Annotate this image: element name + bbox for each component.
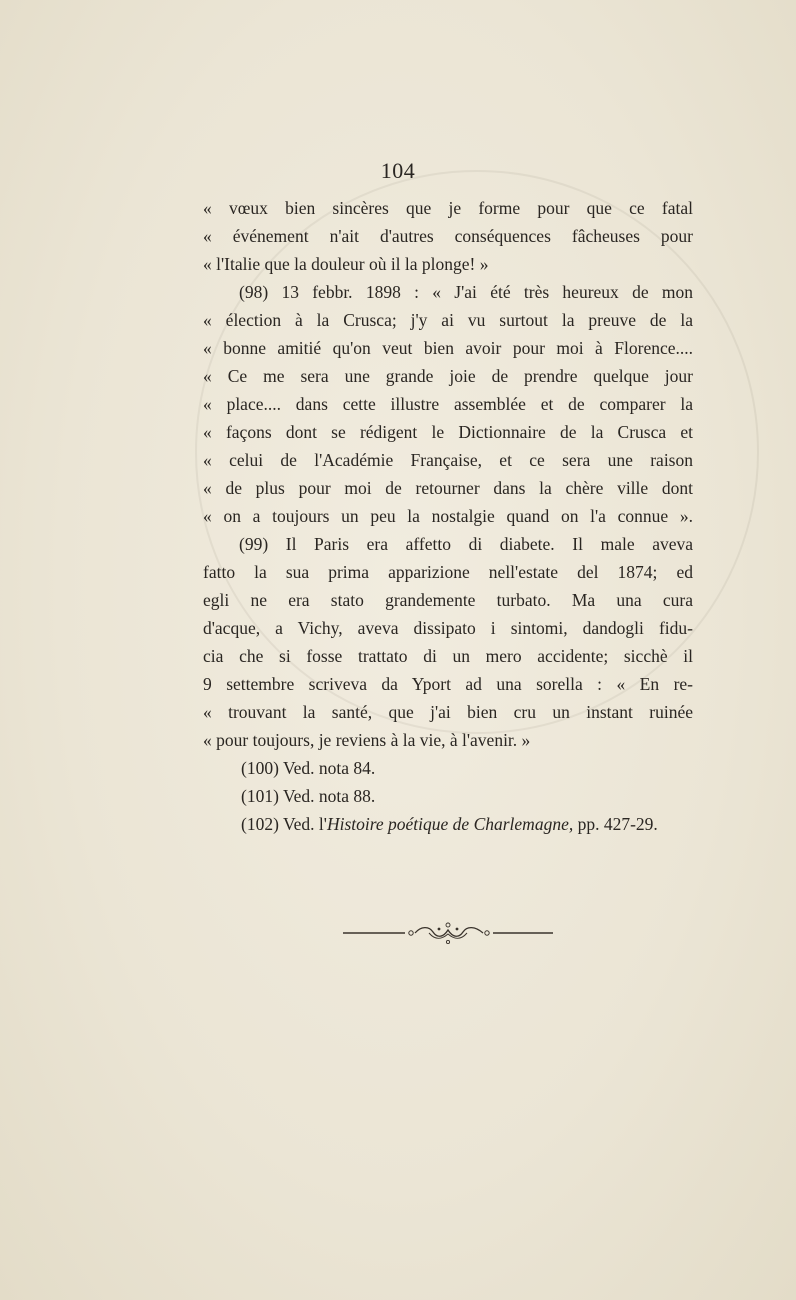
body-text	[203, 194, 693, 838]
text-line: fatto la sua prima apparizione nell'estate del 1874; ed	[203, 562, 693, 582]
text-line: d'acque, a Vichy, aveva dissipato i sintomi, dandogli fidu-	[203, 618, 693, 638]
text-line: 9 settembre scriveva da Yport ad una sorella : « En re-	[203, 674, 693, 694]
text-line: « bonne amitié qu'on veut bien avoir pour moi à Florence....	[203, 338, 693, 358]
text-line: egli ne era stato grandemente turbato. Ma una cura	[203, 590, 693, 610]
fleuron-ornament	[343, 920, 553, 946]
text-line: (99) Il Paris era affetto di diabete. Il male aveva	[239, 534, 693, 554]
text-line: (100) Ved. nota 84.	[241, 758, 376, 778]
text-line: « événement n'ait d'autres conséquences fâcheuses pour	[203, 226, 693, 246]
book-title-italic: Histoire poétique de Charlemagne,	[326, 814, 574, 834]
text-line: « de plus pour moi de retourner dans la chère ville dont	[203, 478, 693, 498]
text-line: « l'Italie que la douleur où il la plonge! »	[203, 254, 489, 274]
text-line: « pour toujours, je reviens à la vie, à l'avenir. »	[203, 730, 531, 750]
text-line: « vœux bien sincères que je forme pour que ce fatal	[203, 198, 693, 218]
text-line: « trouvant la santé, que j'ai bien cru un instant ruinée	[203, 702, 693, 722]
text-line: « façons dont se rédigent le Dictionnaire de la Crusca et	[203, 422, 693, 442]
text-line: (101) Ved. nota 88.	[241, 786, 376, 806]
note-prefix: (102) Ved. l'	[241, 814, 327, 834]
note-suffix: pp. 427-29.	[573, 814, 658, 834]
text-line: « on a toujours un peu la nostalgie quand on l'a connue ».	[203, 506, 693, 526]
page-number: 104	[380, 158, 416, 183]
text-line-note-102	[203, 810, 693, 838]
text-line: « celui de l'Académie Française, et ce sera une raison	[203, 450, 693, 470]
text-line: (98) 13 febbr. 1898 : « J'ai été très heureux de mon	[239, 282, 693, 302]
text-line: « Ce me sera une grande joie de prendre quelque jour	[203, 366, 693, 386]
text-line: « place.... dans cette illustre assemblée et de comparer la	[203, 394, 693, 414]
text-line: cia che si fosse trattato di un mero accidente; sicchè il	[203, 646, 693, 666]
text-line: « élection à la Crusca; j'y ai vu surtout la preuve de la	[203, 310, 693, 330]
